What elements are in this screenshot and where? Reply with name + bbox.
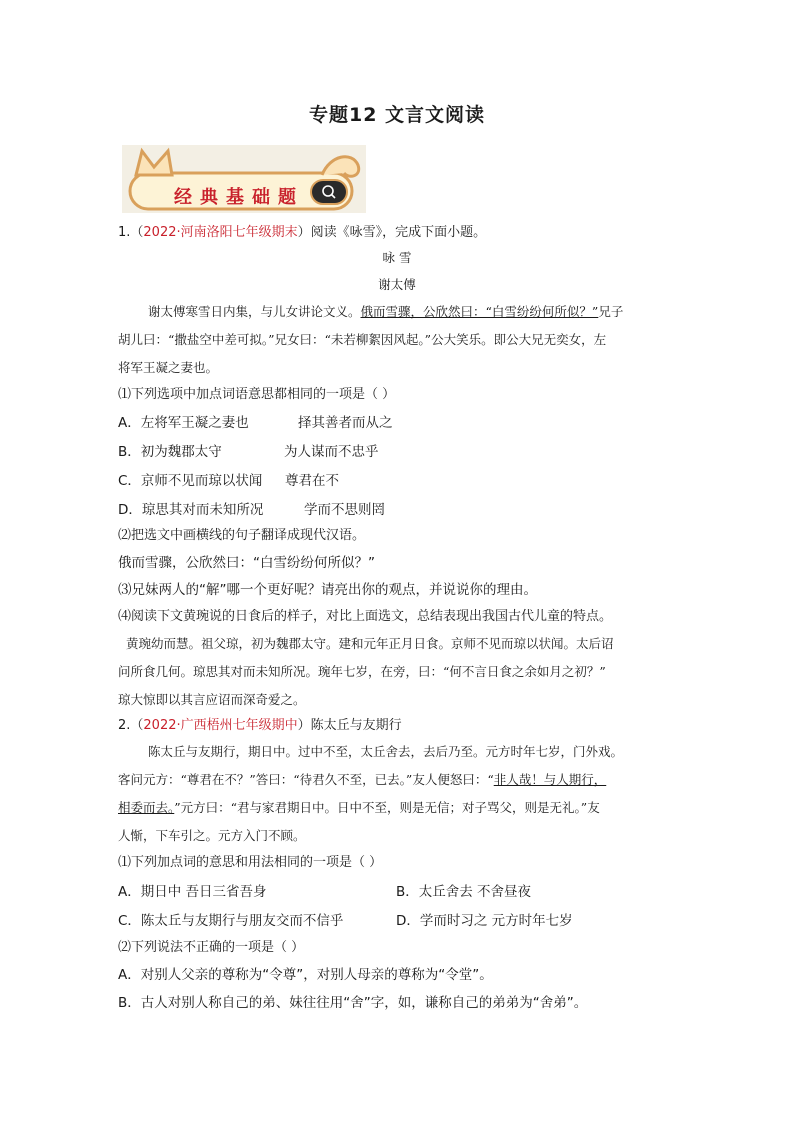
option-b: B．初为魏郡太守 为人谋而不忠乎 <box>118 444 379 460</box>
option-c: C．京师不见而琼以状闻 尊君在不 <box>118 473 339 489</box>
sub-question: ⑴下列选项中加点词语意思都相同的一项是（ ） <box>118 387 396 402</box>
sub-question: ⑵下列说法不正确的一项是（ ） <box>118 940 305 955</box>
underlined-sentence: 相委而去。 <box>118 800 175 815</box>
page-title: 专题12 文言文阅读 <box>308 104 486 126</box>
passage-author: 谢太傅 <box>378 277 416 292</box>
question-2-header: 2.（2022·广西梧州七年级期中）陈太丘与友期行 <box>118 718 402 733</box>
section-badge <box>122 145 366 213</box>
passage-line: 胡儿曰：“撒盐空中差可拟。”兄女曰：“未若柳絮因风起。”公大笑乐。即公大兄无奕女，左 <box>118 332 607 347</box>
passage-line: 相委而去。”元方曰：“君与家君期日中。日中不至，则是无信；对子骂父，则是无礼。”友 <box>118 800 600 815</box>
option-a: A．对别人父亲的尊称为“令尊”，对别人母亲的尊称为“令堂”。 <box>118 967 493 983</box>
passage-line: 将军王凝之妻也。 <box>118 360 219 375</box>
sub-question: ⑷阅读下文黄琬说的日食后的样子，对比上面选文，总结表现出我国古代儿童的特点。 <box>118 609 613 624</box>
passage-line: 问所食几何。琼思其对而未知所况。琬年七岁，在旁，曰：“何不言日食之余如月之初？” <box>118 664 606 679</box>
sub-question: ⑵把选文中画横线的句子翻译成现代汉语。 <box>118 528 366 543</box>
option-d: D．学而时习之 元方时年七岁 <box>396 913 573 929</box>
sub-question-quote: 俄而雪骤，公欣然曰：“白雪纷纷何所似？” <box>118 555 375 571</box>
sub-question: ⑶兄妹两人的“解”哪一个更好呢？请亮出你的观点，并说说你的理由。 <box>118 582 537 598</box>
sub-question: ⑴下列加点词的意思和用法相同的一项是（ ） <box>118 855 383 870</box>
passage-line: 陈太丘与友期行，期日中。过中不至，太丘舍去，去后乃至。元方时年七岁，门外戏。 <box>148 744 624 759</box>
passage-line: 客问元方：“尊君在不？”答曰：“待君久不至，已去。”友人便怒曰：“非人哉！与人期行， <box>118 772 607 787</box>
option-a: A．期日中 吾日三省吾身 <box>118 884 267 900</box>
passage-line: 谢太傅寒雪日内集，与儿女讲论文义。俄而雪骤，公欣然曰：“白雪纷纷何所似？”兄子 <box>148 304 624 319</box>
passage-title: 咏 雪 <box>382 250 412 265</box>
question-source: 2022·广西梧州七年级期中 <box>143 718 298 733</box>
option-b: B．古人对别人称自己的弟、妹往往用“舍”字，如，谦称自己的弟弟为“舍弟”。 <box>118 995 588 1011</box>
search-icon <box>310 179 348 205</box>
badge-label: 经典基础题 <box>174 187 304 208</box>
passage-line: 琼大惊即以其言应诏而深奇爱之。 <box>118 692 306 707</box>
passage-line: 黄琬幼而慧。祖父琼，初为魏郡太守。建和元年正月日食。京师不见而琼以状闻。太后诏 <box>126 636 614 651</box>
option-c: C．陈太丘与友期行与朋友交而不信乎 <box>118 913 344 929</box>
option-d: D．琼思其对而未知所况 学而不思则罔 <box>118 502 385 518</box>
underlined-sentence: 非人哉！与人期行， <box>493 772 607 787</box>
option-a: A．左将军王凝之妻也 择其善者而从之 <box>118 415 393 431</box>
underlined-sentence: 俄而雪骤，公欣然曰：“白雪纷纷何所似？” <box>360 304 599 319</box>
question-1-header: 1.（2022·河南洛阳七年级期末）阅读《咏雪》，完成下面小题。 <box>118 225 487 240</box>
question-source: 2022·河南洛阳七年级期末 <box>143 225 298 240</box>
passage-line: 人惭，下车引之。元方入门不顾。 <box>118 828 306 843</box>
option-b: B．太丘舍去 不舍昼夜 <box>396 884 532 900</box>
